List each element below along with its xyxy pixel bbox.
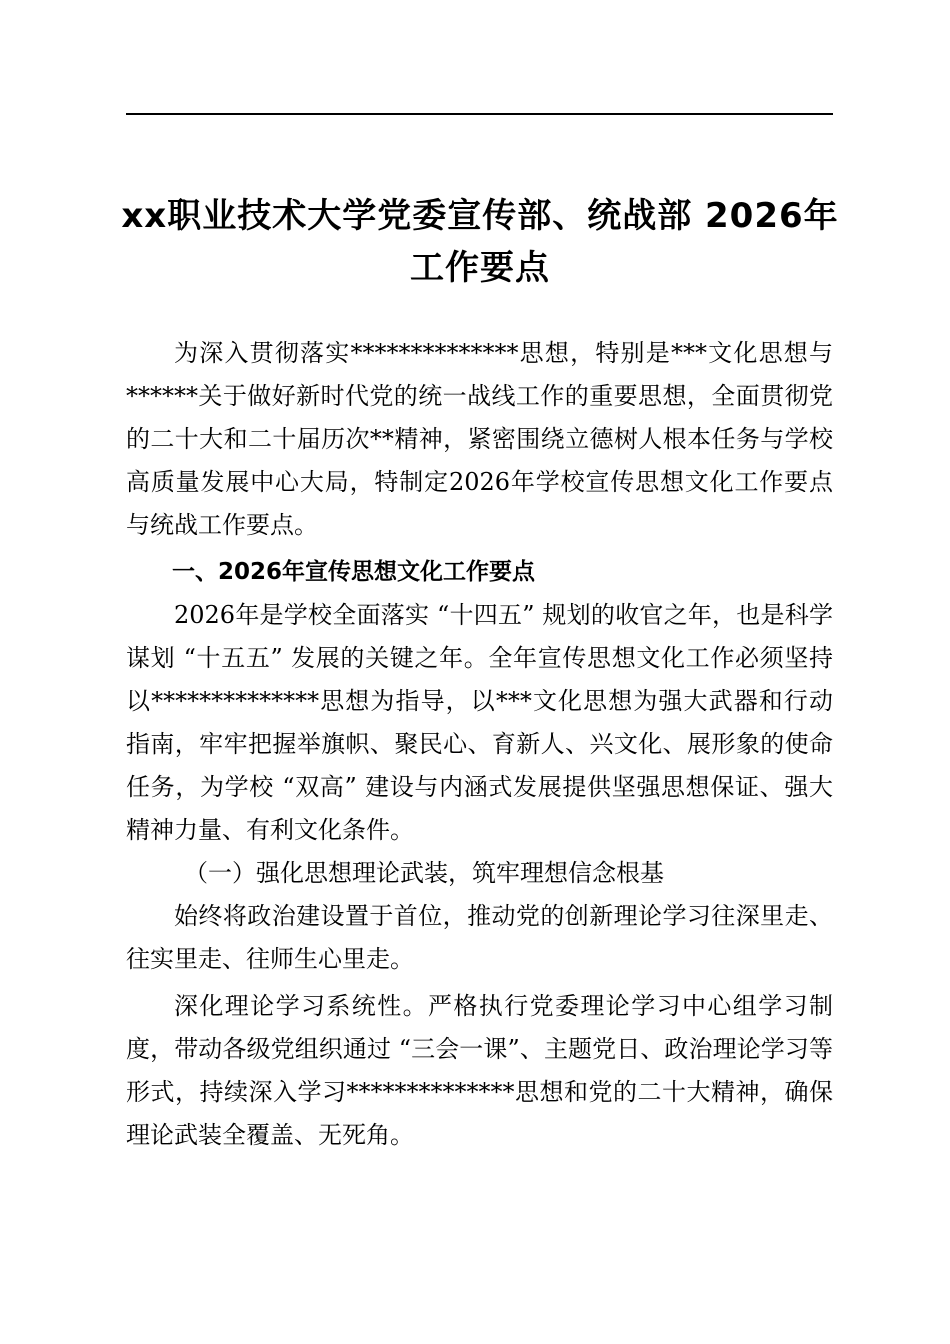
intro-paragraph: 为深入贯彻落实**************思想，特别是***文化思想与******关于做好新时代党的统一战线工作的重要思想，全面贯彻党的二十大和二十届历次**精神，紧密围绕立德树人根本任务与学校高质量发展中心大局，特制定2026年学校宣传思想文化工作要点与统战工作要点。 [126,339,833,539]
document-title [120,190,840,294]
subsection-1-paragraph-1: 始终将政治建设置于首位，推动党的创新理论学习往深里走、往实里走、往师生心里走。 [126,902,833,973]
title-line-2: 工作要点 [410,248,550,288]
document-body [126,332,833,1157]
header-rule [126,113,833,115]
title-line-1: xx职业技术大学党委宣传部、统战部 2026年 [121,196,839,236]
subsection-1-heading: （一）强化思想理论武装，筑牢理想信念根基 [184,859,664,887]
subsection-1-paragraph-2: 深化理论学习系统性。严格执行党委理论学习中心组学习制度，带动各级党组织通过 “三会一课”、主题党日、政治理论学习等形式，持续深入学习**************思想和党的二十大精神，确保理论武装全覆盖、无死角。 [126,992,833,1149]
section-1-heading: 一、2026年宣传思想文化工作要点 [172,559,536,585]
section-1-paragraph: 2026年是学校全面落实 “十四五” 规划的收官之年，也是科学谋划 “十五五” 发展的关键之年。全年宣传思想文化工作必须坚持以**************思想为指导，以***文化思想为强大武器和行动指南，牢牢把握举旗帜、聚民心、育新人、兴文化、展形象的使命任务，为学校 “双高” 建设与内涵式发展提供坚强思想保证、强大精神力量、有利文化条件。 [126,601,833,844]
